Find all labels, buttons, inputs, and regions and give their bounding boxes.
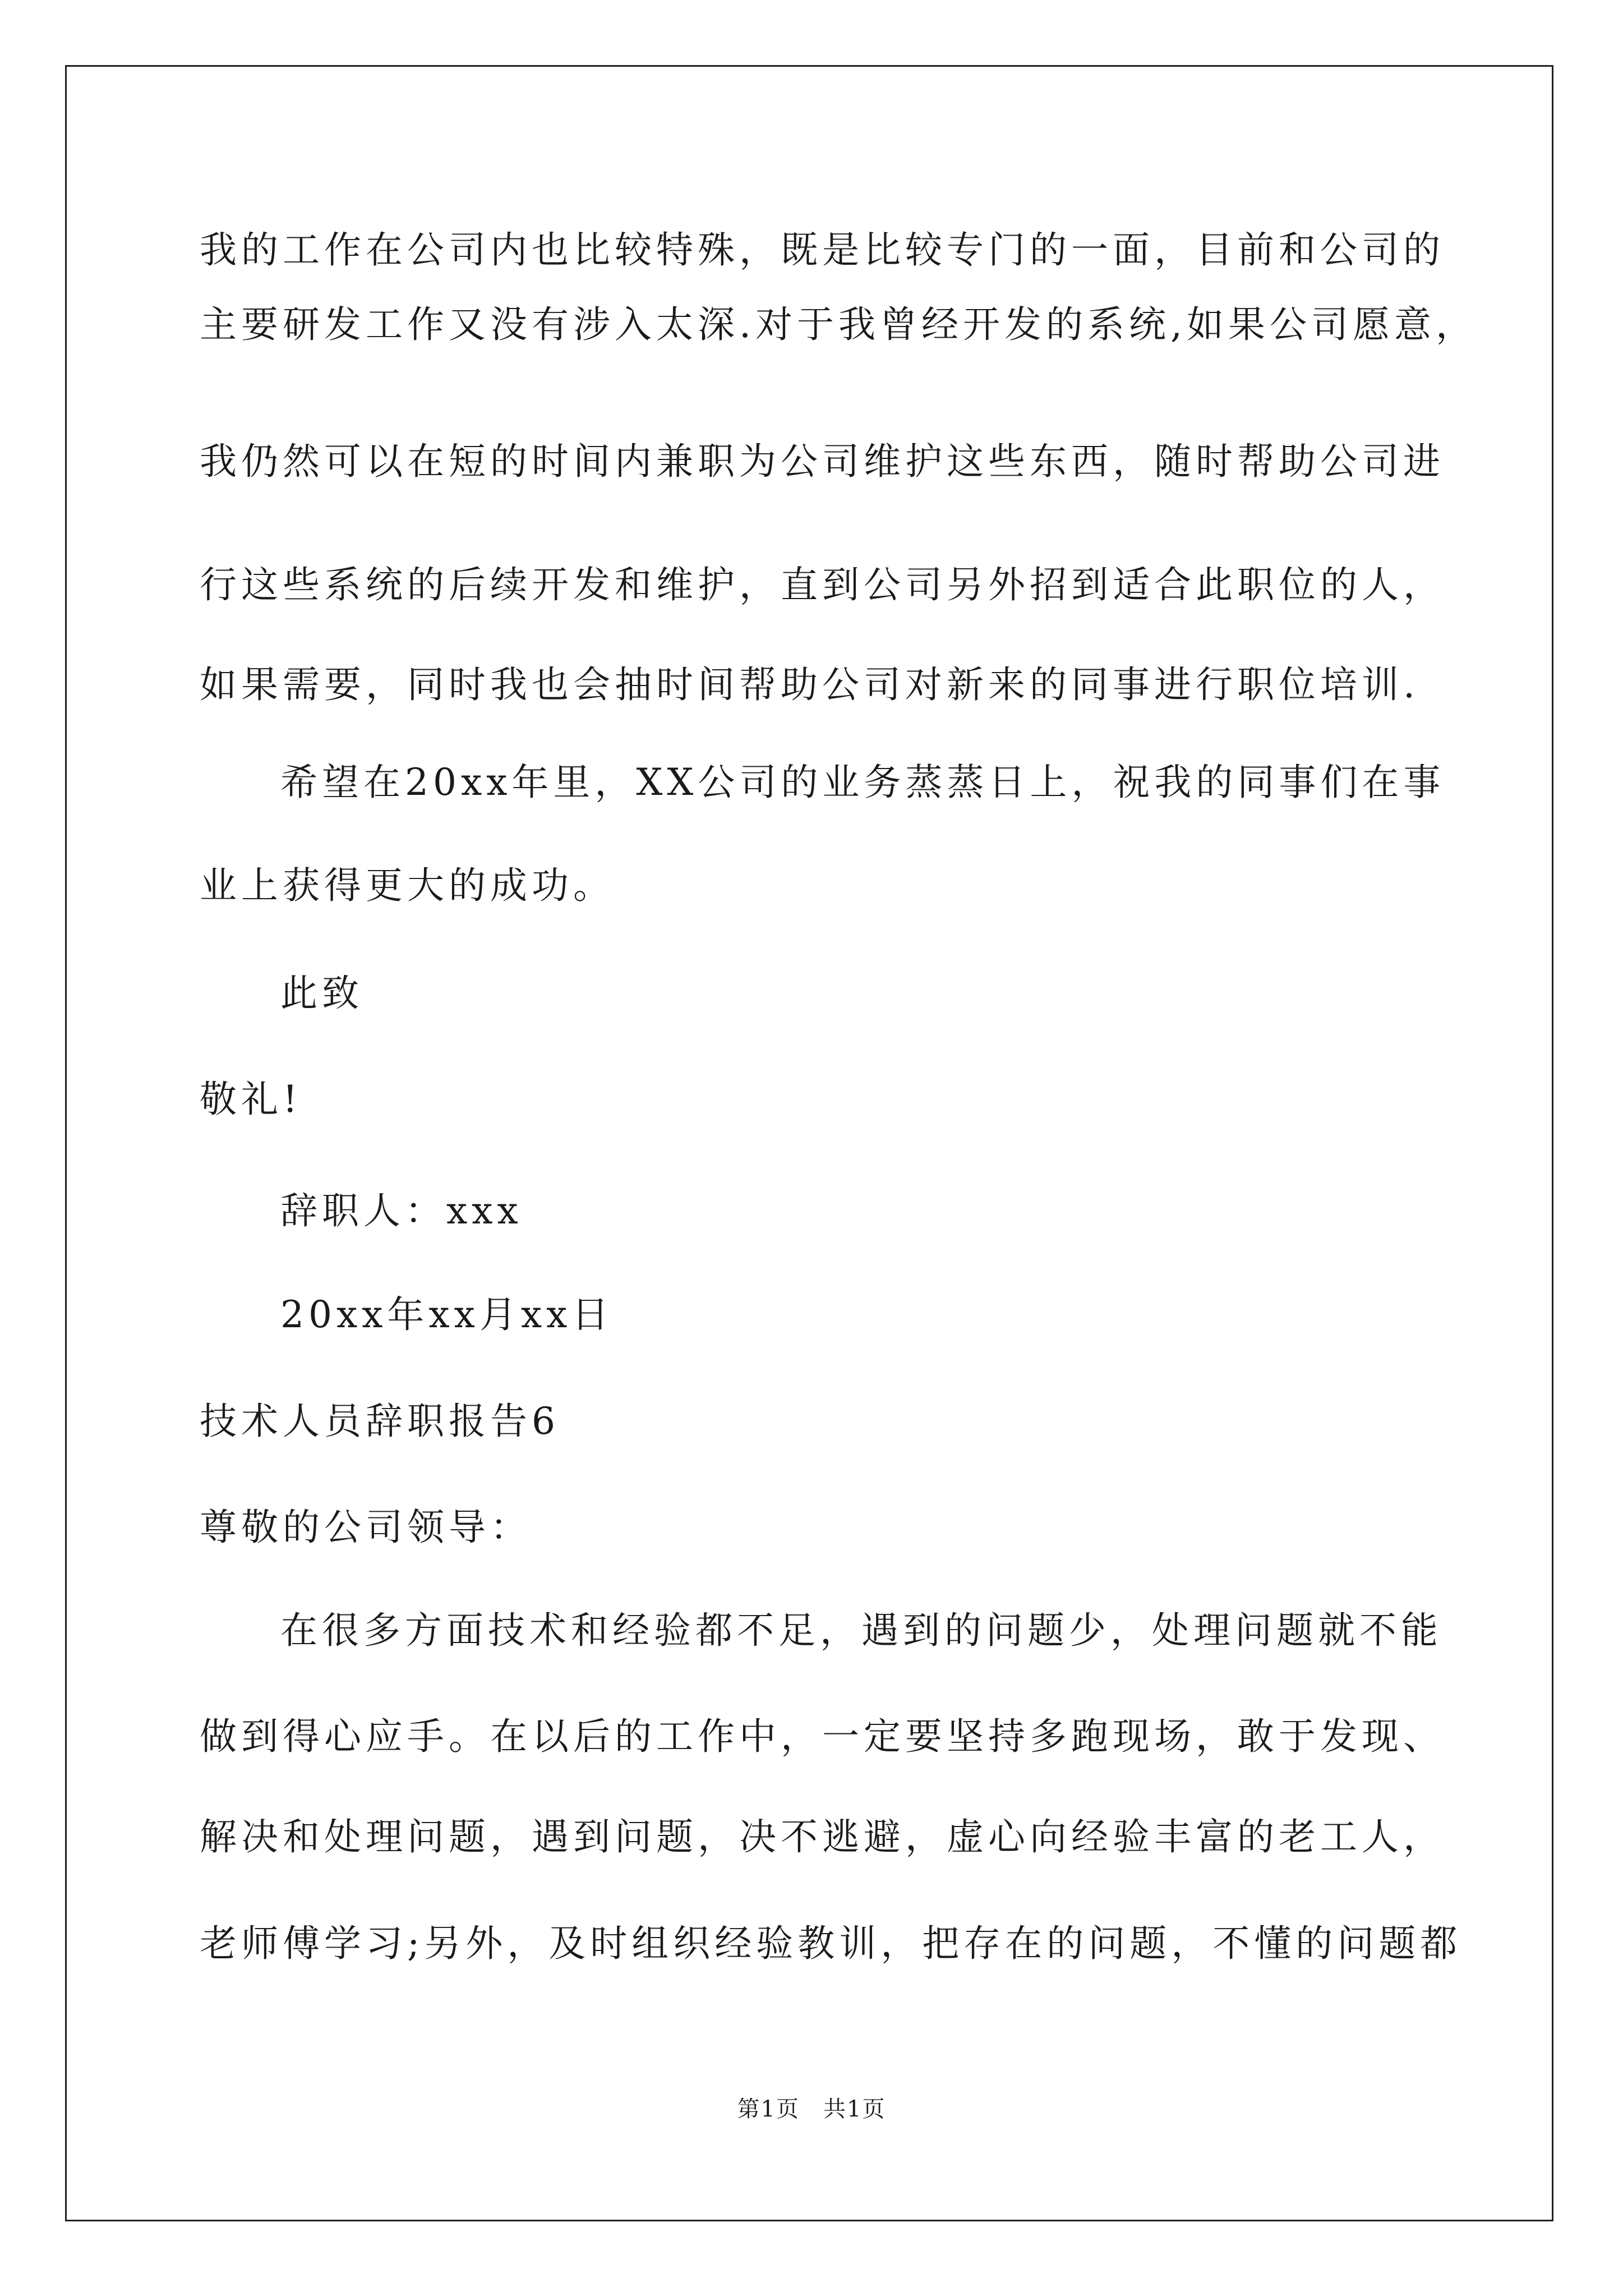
body-line: 如果需要，同时我也会抽时间帮助公司对新来的同事进行职位培训. <box>200 663 1419 706</box>
salutation: 尊敬的公司领导： <box>200 1506 532 1549</box>
body-line: 我仍然可以在短的时间内兼职为公司维护这些东西，随时帮助公司进 <box>200 440 1445 483</box>
body-line: 主要研发工作又没有涉入太深.对于我曾经开发的系统,如果公司愿意， <box>200 303 1477 346</box>
body-line: 行这些系统的后续开发和维护，直到公司另外招到适合此职位的人， <box>200 563 1445 606</box>
body-line: 希望在20xx年里，XX公司的业务蒸蒸日上，祝我的同事们在事 <box>280 761 1445 804</box>
page-border <box>65 65 1553 2221</box>
body-line: 业上获得更大的成功。 <box>200 864 615 907</box>
date-line: 20xx年xx月xx日 <box>280 1293 614 1336</box>
section-title: 技术人员辞职报告6 <box>200 1400 560 1443</box>
page-number-footer: 第1页 共1页 <box>737 2096 886 2122</box>
closing-line: 敬礼! <box>200 1078 302 1121</box>
body-line: 做到得心应手。在以后的工作中，一定要坚持多跑现场，敢于发现、 <box>200 1715 1445 1758</box>
signature-line: 辞职人：xxx <box>280 1189 523 1232</box>
body-line: 在很多方面技术和经验都不足，遇到的问题少，处理问题就不能 <box>280 1609 1442 1652</box>
closing-line: 此致 <box>280 972 363 1015</box>
body-line: 我的工作在公司内也比较特殊，既是比较专门的一面，目前和公司的 <box>200 228 1445 272</box>
body-line: 解决和处理问题，遇到问题，决不逃避，虚心向经验丰富的老工人， <box>200 1815 1445 1858</box>
body-line: 老师傅学习;另外，及时组织经验教训，把存在的问题，不懂的问题都 <box>200 1922 1462 1965</box>
